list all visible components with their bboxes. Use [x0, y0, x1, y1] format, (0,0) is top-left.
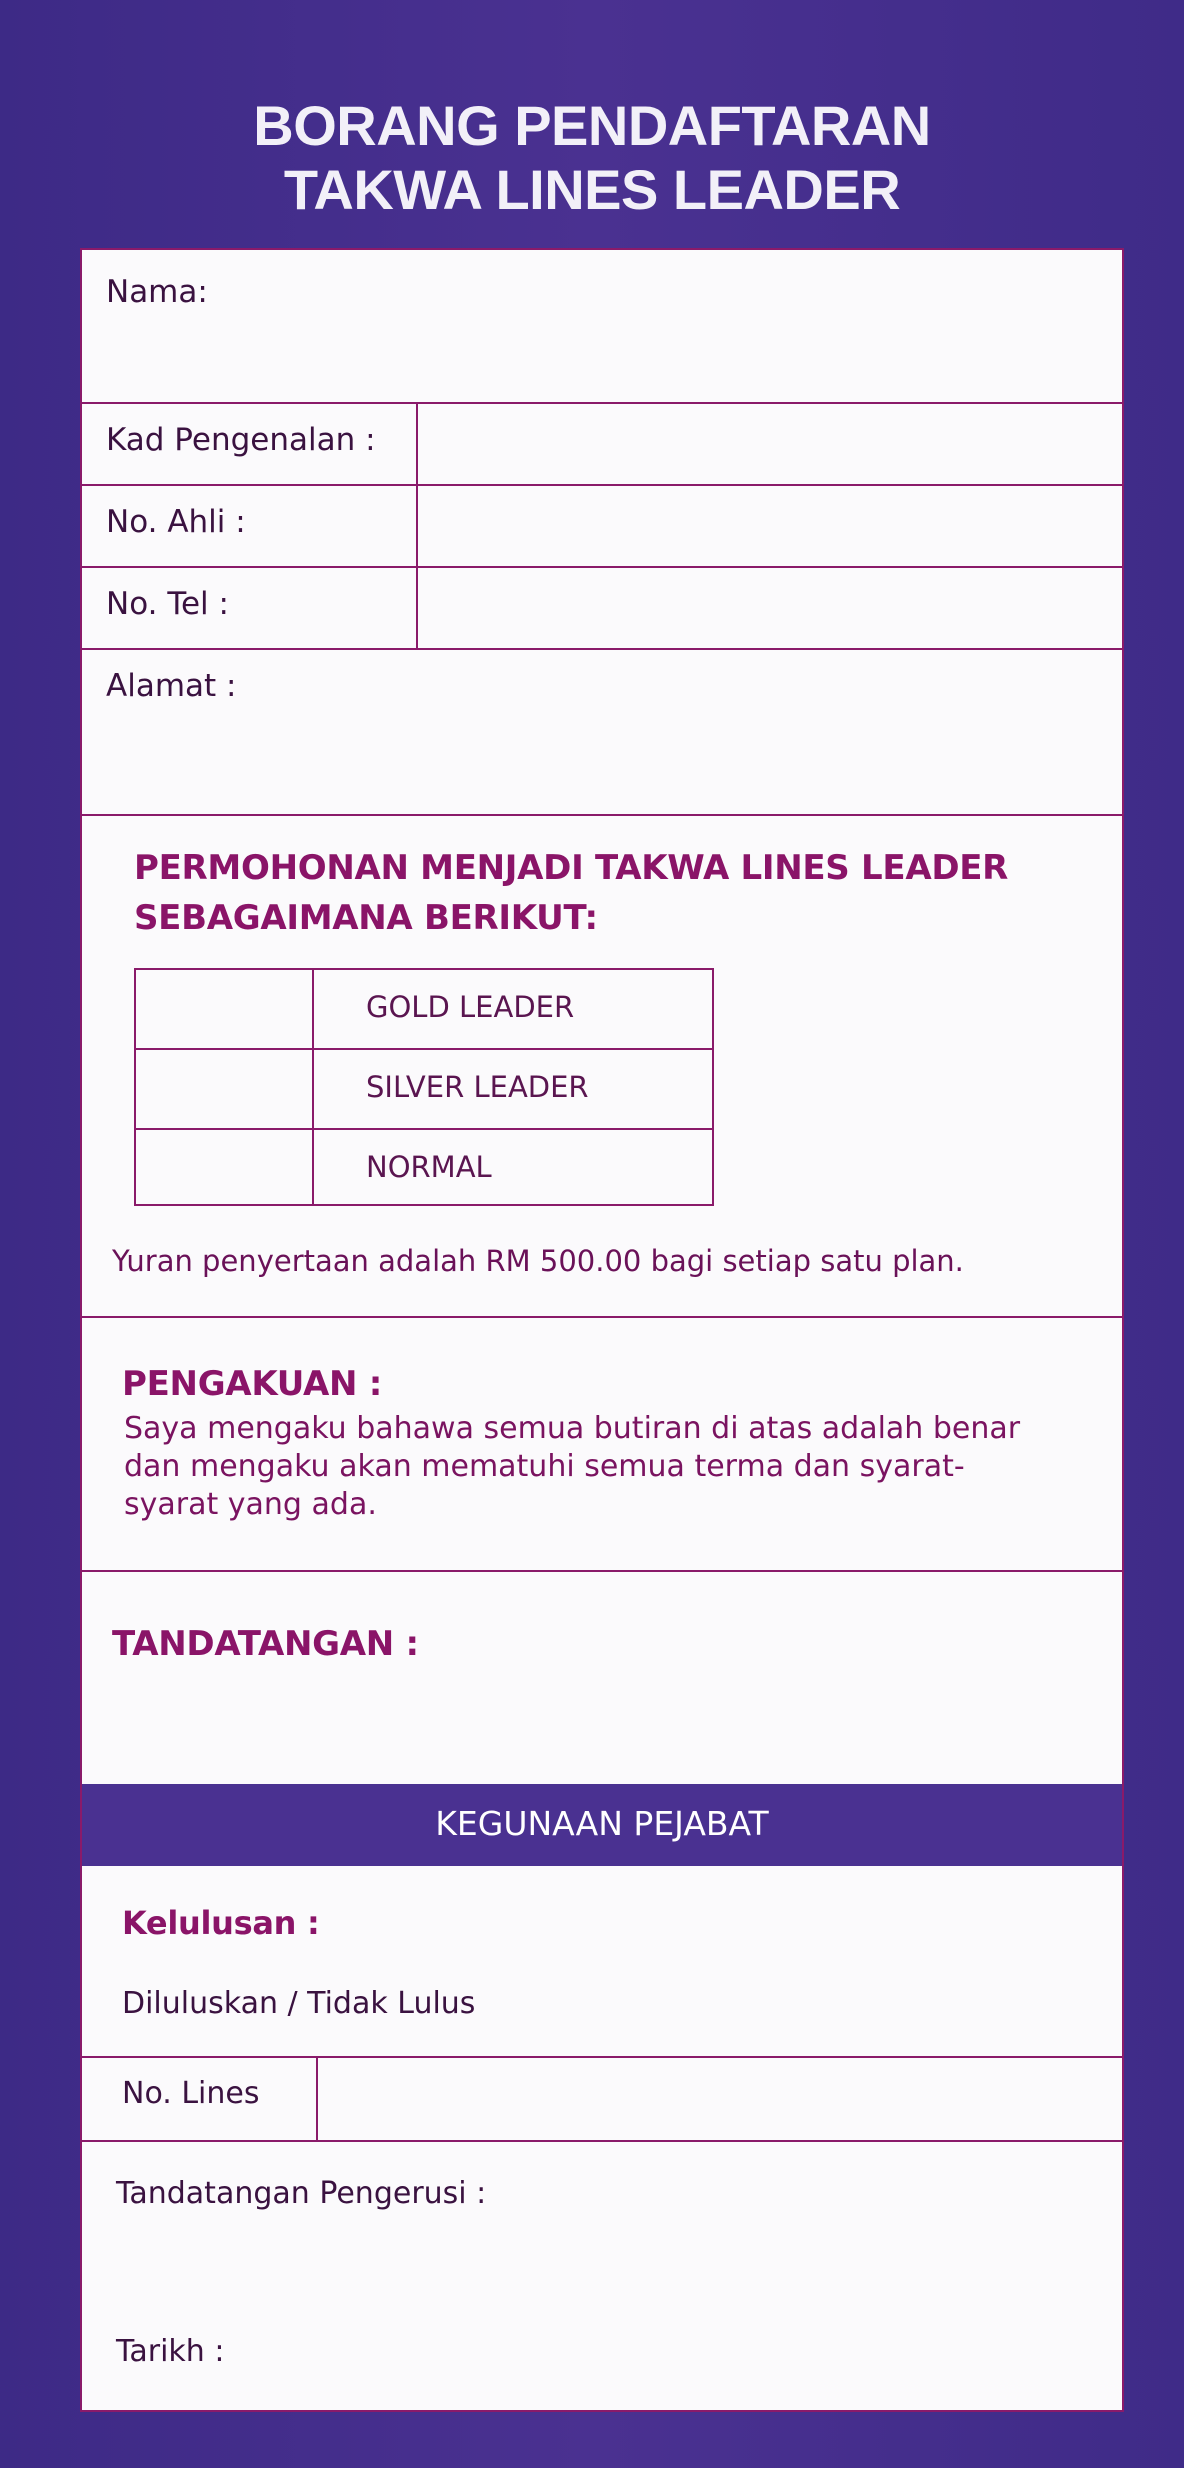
plan-checkbox-silver[interactable]: [136, 1050, 314, 1130]
form-title-line1: BORANG PENDAFTARAN: [253, 94, 931, 157]
plan-checkbox-normal[interactable]: [136, 1130, 314, 1210]
plan-options-table: [134, 968, 714, 1206]
declaration-heading: PENGAKUAN :: [122, 1364, 383, 1404]
name-field[interactable]: [82, 250, 1122, 402]
chairman-signature-field[interactable]: [82, 2142, 1122, 2272]
plan-checkbox-gold[interactable]: [136, 970, 314, 1050]
name-label: Nama:: [106, 274, 208, 310]
declaration-line3: syarat yang ada.: [124, 1487, 377, 1522]
date-label: Tarikh :: [116, 2334, 225, 2369]
ic-input[interactable]: [418, 404, 1122, 484]
lines-no-label: No. Lines: [122, 2076, 260, 2111]
office-use-banner: [82, 1784, 1122, 1866]
chairman-signature-label: Tandatangan Pengerusi :: [116, 2176, 487, 2211]
divider: [82, 814, 1122, 816]
application-heading-line1: PERMOHONAN MENJADI TAKWA LINES LEADER: [134, 848, 1009, 888]
date-field[interactable]: [82, 2272, 1122, 2408]
plan-option-label: SILVER LEADER: [366, 1070, 589, 1104]
plan-option-label: GOLD LEADER: [366, 990, 575, 1024]
office-use-title: KEGUNAAN PEJABAT: [435, 1804, 769, 1843]
form-title-line2: TAKWA LINES LEADER: [283, 158, 901, 221]
phone-label: No. Tel :: [106, 586, 229, 622]
declaration-line2: dan mengaku akan mematuhi semua terma dan syarat-: [124, 1449, 965, 1484]
ic-label: Kad Pengenalan :: [106, 422, 376, 458]
column-divider: [312, 970, 314, 1204]
plan-option-silver: [136, 1050, 712, 1130]
divider: [82, 1316, 1122, 1318]
plan-option-gold: [136, 970, 712, 1050]
member-no-label: No. Ahli :: [106, 504, 246, 540]
signature-label: TANDATANGAN :: [112, 1624, 419, 1664]
member-no-input[interactable]: [418, 486, 1122, 566]
signature-field[interactable]: [82, 1572, 1122, 1784]
form-panel: [80, 248, 1124, 2412]
fee-note: Yuran penyertaan adalah RM 500.00 bagi setiap satu plan.: [112, 1244, 964, 1278]
declaration-line1: Saya mengaku bahawa semua butiran di atas adalah benar: [124, 1411, 1021, 1446]
plan-option-normal: [136, 1130, 712, 1210]
application-heading-line2: SEBAGAIMANA BERIKUT:: [134, 898, 598, 938]
address-label: Alamat :: [106, 668, 237, 704]
address-field[interactable]: [82, 650, 1122, 814]
phone-input[interactable]: [418, 568, 1122, 648]
approval-label: Kelulusan :: [122, 1904, 320, 1942]
column-divider: [416, 402, 418, 650]
approval-status[interactable]: Diluluskan / Tidak Lulus: [122, 1986, 476, 2021]
plan-option-label: NORMAL: [366, 1150, 492, 1184]
lines-no-input[interactable]: [318, 2058, 1122, 2138]
